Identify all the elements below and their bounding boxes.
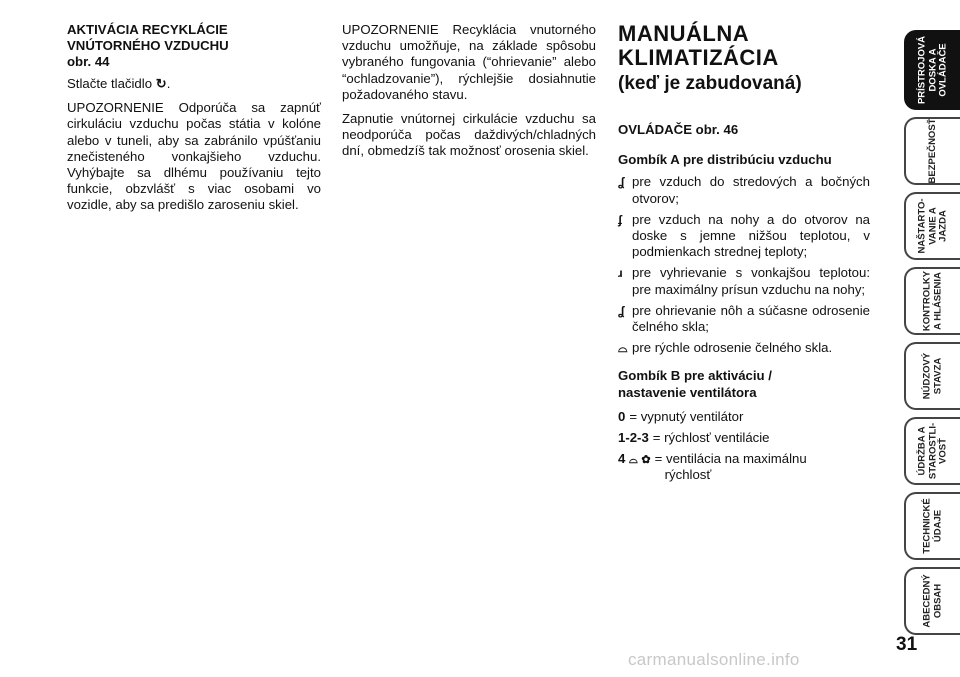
watermark: carmanualsonline.info [628,650,800,669]
feet-defrost-icon: ʆ [618,303,625,318]
tab-abecedny-obsah[interactable] [904,567,960,635]
warning-paragraph: UPOZORNENIE Recyklácia vnutorného vzduchu umožňuje, na základe spôsobu vybraného fungovania (“ohrievanie” alebo “ochladzovanie”), rýchlejšie dosiahnutie požadovaného stavu. [342,22,596,102]
column-right [618,22,870,489]
tab-label: PRÍSTROJOVÁ DOSKA A OVLÁDAČE [916,35,949,105]
list-item-text: pre vzduch do stredových a bočných otvorov; [632,174,870,206]
list-item [618,212,870,261]
fan-value [651,451,807,483]
face-vent-icon: ʆ [618,175,625,190]
page-number: 31 [896,634,918,655]
list-item-text: pre vyhrievanie s vonkajšou teplotou: pre maximálny prísun vzduchu na nohy; [632,265,870,297]
fan-key [618,451,651,483]
face-feet-vent-icon: ʄ [618,212,622,227]
windscreen-defrost-icon: ⌓ [629,454,638,467]
tab-nudzovy-stav[interactable] [904,342,960,410]
tab-bezpecnost[interactable] [904,117,960,185]
knob-a-list [618,174,870,356]
list-item [618,174,870,206]
fan-row [618,430,870,446]
list-item-text: pre ohrievanie nôh a súčasne odrosenie čelného skla; [632,302,870,335]
list-item [618,303,870,335]
fan-row [618,409,870,425]
fan-key: 1-2-3 [618,430,649,446]
tab-udrzba[interactable] [904,417,960,485]
feet-vent-icon: ɹ [618,266,623,281]
tab-kontrolky[interactable] [904,267,960,335]
list-item [618,265,870,297]
column-middle [342,22,596,168]
fan-max-value: = ventilácia na maximálnu [654,451,807,467]
fan-row-max [618,451,870,483]
knob-b-heading: Gombík B pre aktiváciu / [618,368,772,384]
figure-reference: obr. 44 [67,54,110,69]
knob-b-heading-line2: nastavenie ventilátora [618,384,757,400]
fan-max-value-line2: rýchlosť [664,467,712,483]
page-title-line2: KLIMATIZÁCIA [618,45,779,70]
controls-heading: OVLÁDAČE obr. 46 [618,122,739,137]
fan-value: = vypnutý ventilátor [629,408,744,424]
windscreen-defrost-icon: ⌓ [618,341,628,356]
tab-nastartovanie[interactable] [904,192,960,260]
tab-label: KONTROLKY A HLÁSENIA [921,270,943,332]
list-item [618,340,870,356]
page-title-line1: MANUÁLNA [618,21,750,46]
list-item-text: pre rýchle odrosenie čelného skla. [632,340,833,356]
column-left [67,22,321,222]
press-text: Stlačte tlačidlo [67,76,153,91]
warning-paragraph: UPOZORNENIE Odporúča sa zapnúť cirkuláciu vzduchu počas státia v kolóne alebo v tuneli, aby sa zabránilo vpúšťaniu znečisteného vonkajšieho vzduchu. Vyhýbajte sa dlhému používaniu tejto funkcie, obzvlášť s viac osobami vo vozidle, aby sa predišlo zaroseniu skiel. [67,100,321,213]
tab-label: NAŠTARTO- VANIE A JAZDA [916,198,949,254]
fan-max-key: 4 [618,451,626,467]
fan-icon: ✿ [641,454,651,467]
tab-label: NÚDZOVÝ STAVZA [921,352,943,400]
body-paragraph: Zapnutie vnútornej cirkulácie vzduchu sa neodporúča počas daždivých/chladných dní, obmedzíš tak možnosť orosenia skiel. [342,111,596,159]
recirculation-icon: ↻ [155,76,167,91]
tab-label: BEZPEČNOSŤ [926,118,938,184]
fan-key: 0 [618,408,626,424]
tab-label: ABECEDNÝ OBSAH [921,574,943,628]
list-item-text: pre vzduch na nohy a do otvorov na doske s jemne nižšou teplotou, v podmienkach strednej teploty; [632,211,870,260]
tab-pristrojova-doska[interactable] [904,30,960,110]
page-subtitle: (keď je zabudovaná) [618,73,802,94]
section-heading: AKTIVÁCIA RECYKLÁCIE [67,22,228,37]
tab-label: TECHNICKÉ ÚDAJE [921,498,943,554]
tab-label: ÚDRŽBA A STAROSTLI- VOSŤ [916,422,949,480]
fan-value: = rýchlosť ventilácie [652,430,770,446]
press-button-instruction [67,76,321,92]
section-heading-line2: VNÚTORNÉHO VZDUCHU [67,38,229,53]
chapter-tabs [904,30,960,642]
tab-technicke-udaje[interactable] [904,492,960,560]
knob-a-heading: Gombík A pre distribúciu vzduchu [618,152,832,168]
press-end: . [166,76,171,91]
